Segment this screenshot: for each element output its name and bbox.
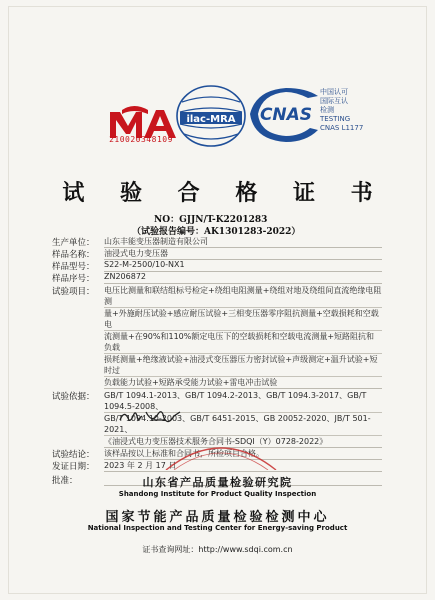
field-value-line: S22-M-2500/10-NX1 [104,260,185,269]
field-row [52,272,382,284]
svg-text:CNAS: CNAS [259,105,313,125]
field-value [104,272,382,284]
field-value [104,260,382,272]
certificate-number: NO：GJJN/T-K2201283 [154,215,268,225]
field-value-line: 损耗测量+绝缘液试验+油浸式变压器压力密封试验+声级测定+温升试验+短时过 [104,354,382,377]
center-name-en: National Inspection and Testing Center for Energy-saving Product [87,524,348,532]
ilac-mra-logo [172,82,250,150]
field-label: 试验依据： [52,392,95,402]
field-value-line: 流测量+在90%和110%额定电压下的空载损耗和空载电流测量+短路阻抗和负载 [104,331,382,354]
field-row [52,236,382,248]
field-value [104,248,382,260]
field-value [104,236,382,248]
field-label: 试验项目： [52,287,95,297]
query-url: 证书查询网址：http://www.sdqi.com.cn [142,545,293,554]
field-label: 样品名称： [52,250,95,260]
field-label: 样品型号： [52,262,95,272]
field-label: 样品序号： [52,274,95,284]
cnas-line: TESTING [320,115,351,123]
center-name-cn: 国家节能产品质量检验检测中心 [105,510,330,525]
field-value-line: GB/T 1094.1-2013、GB/T 1094.2-2013、GB/T 1094.3-2017、GB/T 1094.5-2008、 [104,390,382,413]
cnas-line: CNAS L1177 [320,124,364,132]
field-label: 发证日期： [52,462,95,472]
cnas-side-text [320,88,368,133]
cnas-line: 检测 [320,106,334,114]
cnas-line: 中国认可 [320,88,348,96]
svg-text:ilac-MRA: ilac-MRA [186,114,236,125]
field-value-line: 油浸式电力变压器 [104,249,168,258]
field-value-line: 山东丰能变压器制造有限公司 [104,237,208,246]
field-label: 批准： [52,476,78,486]
field-value-line: 该样品按以上标准和合同书，所检项目合格。 [104,449,264,458]
institute-name-cn: 山东省产品质量检验研究院 [142,476,293,489]
field-value-line: 量+外施耐压试验+感应耐压试验+三相变压器零序阻抗测量+空载损耗和空载电 [104,308,382,331]
field-value-line: 电压比测量和联结组标号检定+绕组电阻测量+绕组对地及绕组间直流绝缘电阻测 [104,286,382,306]
field-row [52,248,382,260]
red-seal [126,440,316,470]
certificate-title: 试 验 合 格 证 书 [62,180,387,206]
approver-signature [118,406,188,428]
field-label: 试验结论： [52,450,95,460]
field-value-line: 《油浸式电力变压器技术服务合同书-SDQI（Y）0728-2022》 [104,437,328,446]
cma-code: 210020348109 [109,135,173,144]
cnas-line: 国际互认 [320,97,348,105]
field-value-line: 2023 年 2 月 17 日 [104,461,177,470]
field-label: 生产单位： [52,238,95,248]
field-row [52,260,382,272]
field-value-line: ZN206872 [104,272,147,281]
report-number: （试验报告编号：AK1301283-2022） [132,227,301,237]
cnas-logo [246,84,322,144]
field-value [104,285,382,389]
field-value-line: GB/T 1094.10-2003、GB/T 6451-2015、GB 20052-2020、JB/T 501-2021、 [104,413,382,436]
field-row [52,285,382,389]
field-value-line: 负载能力试验+短路承受能力试验+雷电冲击试验 [104,378,278,387]
institute-name-en: Shandong Institute for Product Quality Inspection [118,490,317,498]
